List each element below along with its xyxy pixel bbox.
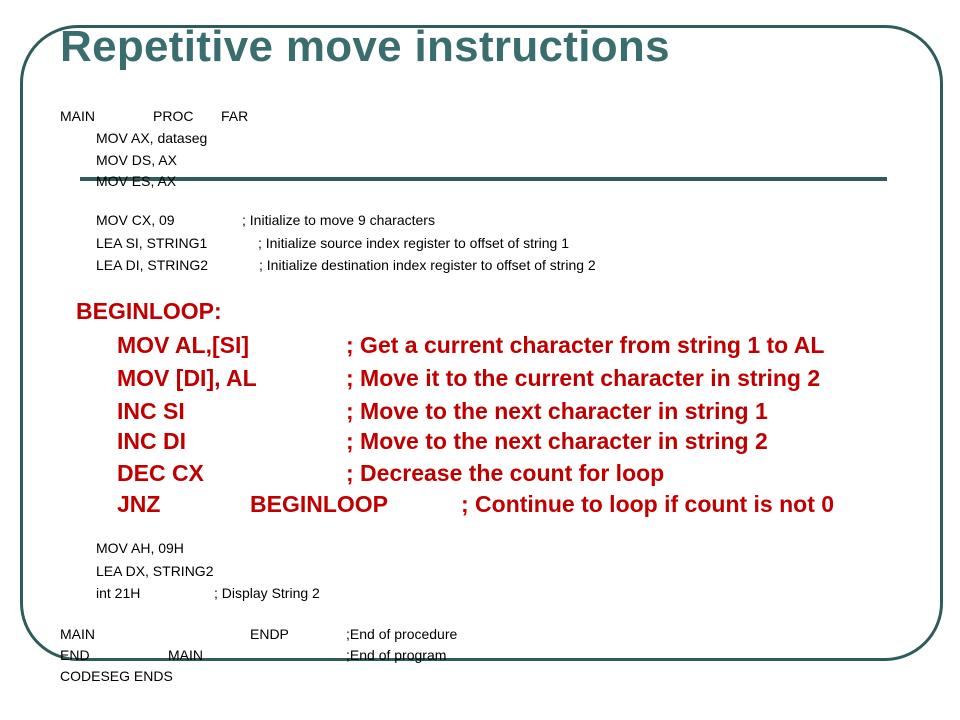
loop-instr: MOV AL,[SI] bbox=[117, 332, 250, 358]
code-line: LEA DX, STRING2 bbox=[96, 563, 214, 579]
code-arg-far: FAR bbox=[221, 108, 249, 124]
loop-jump-comment: ; Continue to loop if count is not 0 bbox=[461, 491, 835, 517]
code-instr: LEA SI, STRING1 bbox=[96, 235, 208, 251]
loop-label: BEGINLOOP: bbox=[76, 298, 222, 324]
loop-comment: ; Move to the next character in string 1 bbox=[346, 398, 768, 424]
code-comment: ; Display String 2 bbox=[214, 585, 320, 601]
code-comment: ; Initialize source index register to offset of string 1 bbox=[258, 235, 570, 251]
loop-comment: ; Move it to the current character in string 2 bbox=[346, 365, 821, 391]
code-op-main: MAIN bbox=[168, 647, 203, 663]
loop-instr: INC SI bbox=[117, 398, 185, 424]
loop-comment: ; Get a current character from string 1 to AL bbox=[346, 332, 825, 358]
code-instr: LEA DI, STRING2 bbox=[96, 257, 209, 273]
code-label-main: MAIN bbox=[60, 108, 95, 124]
code-line: MOV DS, AX bbox=[96, 152, 177, 168]
code-comment: ;End of program bbox=[346, 647, 447, 663]
code-comment: ;End of procedure bbox=[346, 626, 458, 642]
code-comment: ; Initialize destination index register to offset of string 2 bbox=[259, 257, 596, 273]
code-label-end: END bbox=[60, 647, 90, 663]
code-op-endp: ENDP bbox=[250, 626, 289, 642]
code-line: MOV AH, 09H bbox=[96, 540, 184, 556]
loop-comment: ; Decrease the count for loop bbox=[346, 460, 665, 486]
code-line: MOV ES, AX bbox=[96, 173, 177, 189]
loop-comment: ; Move to the next character in string 2 bbox=[346, 428, 768, 454]
loop-instr: INC DI bbox=[117, 428, 186, 454]
loop-instr: MOV [DI], AL bbox=[117, 365, 257, 391]
code-instr: MOV CX, 09 bbox=[96, 212, 175, 228]
slide-title: Repetitive move instructions bbox=[60, 22, 670, 71]
code-comment: ; Initialize to move 9 characters bbox=[242, 212, 435, 228]
code-line: MOV AX, dataseg bbox=[96, 130, 208, 146]
loop-jump-op: JNZ bbox=[117, 491, 161, 517]
loop-jump-target: BEGINLOOP bbox=[250, 491, 389, 517]
loop-instr: DEC CX bbox=[117, 460, 204, 486]
code-op-proc: PROC bbox=[153, 108, 194, 124]
code-instr: int 21H bbox=[96, 585, 141, 601]
code-line-codeseg-ends: CODESEG ENDS bbox=[60, 668, 173, 684]
title-divider bbox=[80, 177, 887, 181]
code-label-main-endp: MAIN bbox=[60, 626, 95, 642]
